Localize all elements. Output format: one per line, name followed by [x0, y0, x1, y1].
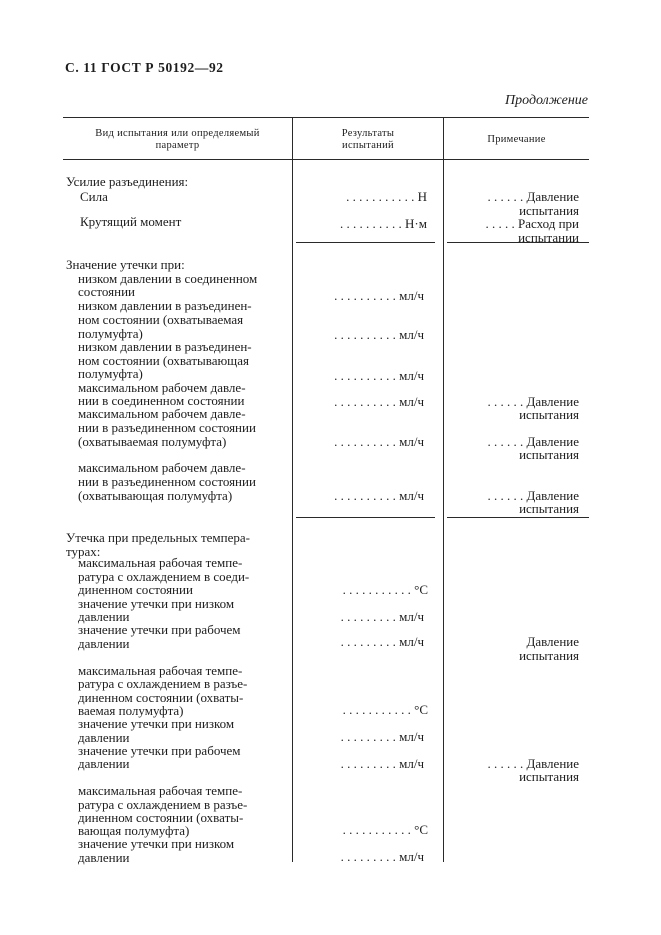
param-line: низком давлении в соединенном	[78, 271, 258, 286]
param-line: давлении	[78, 756, 130, 771]
note-line: испытания	[519, 407, 579, 422]
section-rule-result-1	[296, 242, 435, 243]
result-leak-max-connected: . . . . . . . . . . мл/ч	[334, 394, 424, 409]
param-torque: Крутящий момент	[80, 214, 182, 229]
param-line: максимальная рабочая темпе-	[78, 555, 243, 570]
table-top-rule	[63, 117, 589, 118]
result-temp-connected: . . . . . . . . . . . °С	[342, 582, 428, 597]
param-line: (охватываемая полумуфта)	[78, 434, 227, 449]
section-rule-result-2	[296, 517, 435, 518]
param-line: нии в соединенном состоянии	[78, 393, 245, 408]
note-line: Давление	[526, 634, 579, 649]
result-leak-low-female: . . . . . . . . . . мл/ч	[334, 368, 424, 383]
param-line: диненном состоянии (охваты-	[78, 810, 244, 825]
result-leak-low-male-temp: . . . . . . . . . мл/ч	[340, 729, 424, 744]
param-force: Сила	[80, 189, 108, 204]
note-line: испытания	[519, 648, 579, 663]
param-line: полумуфта)	[78, 326, 143, 341]
result-leak-max-female: . . . . . . . . . . мл/ч	[334, 488, 424, 503]
note-torque-line2: испытании	[518, 230, 579, 245]
param-line: давлении	[78, 730, 130, 745]
page-header: С. 11 ГОСТ Р 50192—92	[65, 60, 224, 75]
param-line: ном состоянии (охватывающая	[78, 353, 249, 368]
param-line: полумуфта)	[78, 366, 143, 381]
param-line: вающая полумуфта)	[78, 823, 190, 838]
param-line: диненном состоянии (охваты-	[78, 690, 244, 705]
result-leak-low-connected-temp: . . . . . . . . . мл/ч	[340, 609, 424, 624]
param-line: ратура с охлаждением в разъе-	[78, 797, 248, 812]
param-line: максимальном рабочем давле-	[78, 380, 246, 395]
note-line: . . . . . . Давление	[487, 756, 579, 771]
param-line: ратура с охлаждением в соеди-	[78, 569, 250, 584]
param-line: состоянии	[78, 284, 135, 299]
param-line: значение утечки при низком	[78, 596, 235, 611]
column-divider-1	[292, 117, 293, 862]
column-header-results: Результаты испытаний	[341, 128, 395, 151]
param-line: значение утечки при низком	[78, 836, 235, 851]
note-force-line1: . . . . . . Давление	[487, 189, 579, 204]
result-leak-max-male: . . . . . . . . . . мл/ч	[334, 434, 424, 449]
note-line: . . . . . . Давление	[487, 394, 579, 409]
param-line: низком давлении в разъединен-	[78, 339, 252, 354]
param-line: значение утечки при рабочем	[78, 622, 241, 637]
section-heading-limit-temperatures-cont: турах:	[66, 544, 101, 559]
note-force-line2: испытания	[519, 203, 579, 218]
continuation-label: Продолжение	[505, 93, 588, 108]
param-line: ратура с охлаждением в разъе-	[78, 676, 248, 691]
param-line: давлении	[78, 850, 130, 865]
column-header-parameter: Вид испытания или определяемый параметр	[95, 128, 260, 151]
result-leak-work-connected-temp: . . . . . . . . . мл/ч	[340, 634, 424, 649]
column-divider-2	[443, 117, 444, 862]
note-line: . . . . . . Давление	[487, 488, 579, 503]
param-line: ном состоянии (охватываемая	[78, 312, 244, 327]
param-line: максимальном рабочем давле-	[78, 460, 246, 475]
param-line: давлении	[78, 636, 130, 651]
param-line: значение утечки при низком	[78, 716, 235, 731]
column-header-note: Примечание	[487, 134, 546, 145]
param-line: давлении	[78, 609, 130, 624]
result-temp-male: . . . . . . . . . . . °С	[342, 702, 428, 717]
note-line: . . . . . . Давление	[487, 434, 579, 449]
result-torque: . . . . . . . . . . Н·м	[340, 216, 427, 231]
param-line: максимальном рабочем давле-	[78, 406, 246, 421]
result-force: . . . . . . . . . . . Н	[346, 189, 427, 204]
result-leak-low-connected: . . . . . . . . . . мл/ч	[334, 288, 424, 303]
note-line: испытания	[519, 769, 579, 784]
result-leak-low-female-temp: . . . . . . . . . мл/ч	[340, 849, 424, 864]
table-header-rule	[63, 159, 589, 160]
note-line: испытания	[519, 447, 579, 462]
param-line: диненном состоянии	[78, 582, 193, 597]
param-line: нии в разъединенном состоянии	[78, 474, 256, 489]
result-leak-work-male-temp: . . . . . . . . . мл/ч	[340, 756, 424, 771]
result-leak-low-male: . . . . . . . . . . мл/ч	[334, 327, 424, 342]
section-heading-leakage: Значение утечки при:	[66, 257, 185, 272]
param-line: значение утечки при рабочем	[78, 743, 241, 758]
param-line: нии в разъединенном состоянии	[78, 420, 256, 435]
param-line: (охватывающая полумуфта)	[78, 488, 233, 503]
note-torque-line1: . . . . . Расход при	[485, 216, 579, 231]
param-line: максимальная рабочая темпе-	[78, 783, 243, 798]
param-line: ваемая полумуфта)	[78, 703, 184, 718]
param-line: максимальная рабочая темпе-	[78, 663, 243, 678]
param-line: низком давлении в разъединен-	[78, 298, 252, 313]
note-line: испытания	[519, 501, 579, 516]
section-heading-limit-temperatures: Утечка при предельных темпера-	[66, 530, 250, 545]
result-temp-female: . . . . . . . . . . . °С	[342, 822, 428, 837]
section-rule-note-2	[447, 517, 589, 518]
section-heading-separation-force: Усилие разъединения:	[66, 174, 189, 189]
